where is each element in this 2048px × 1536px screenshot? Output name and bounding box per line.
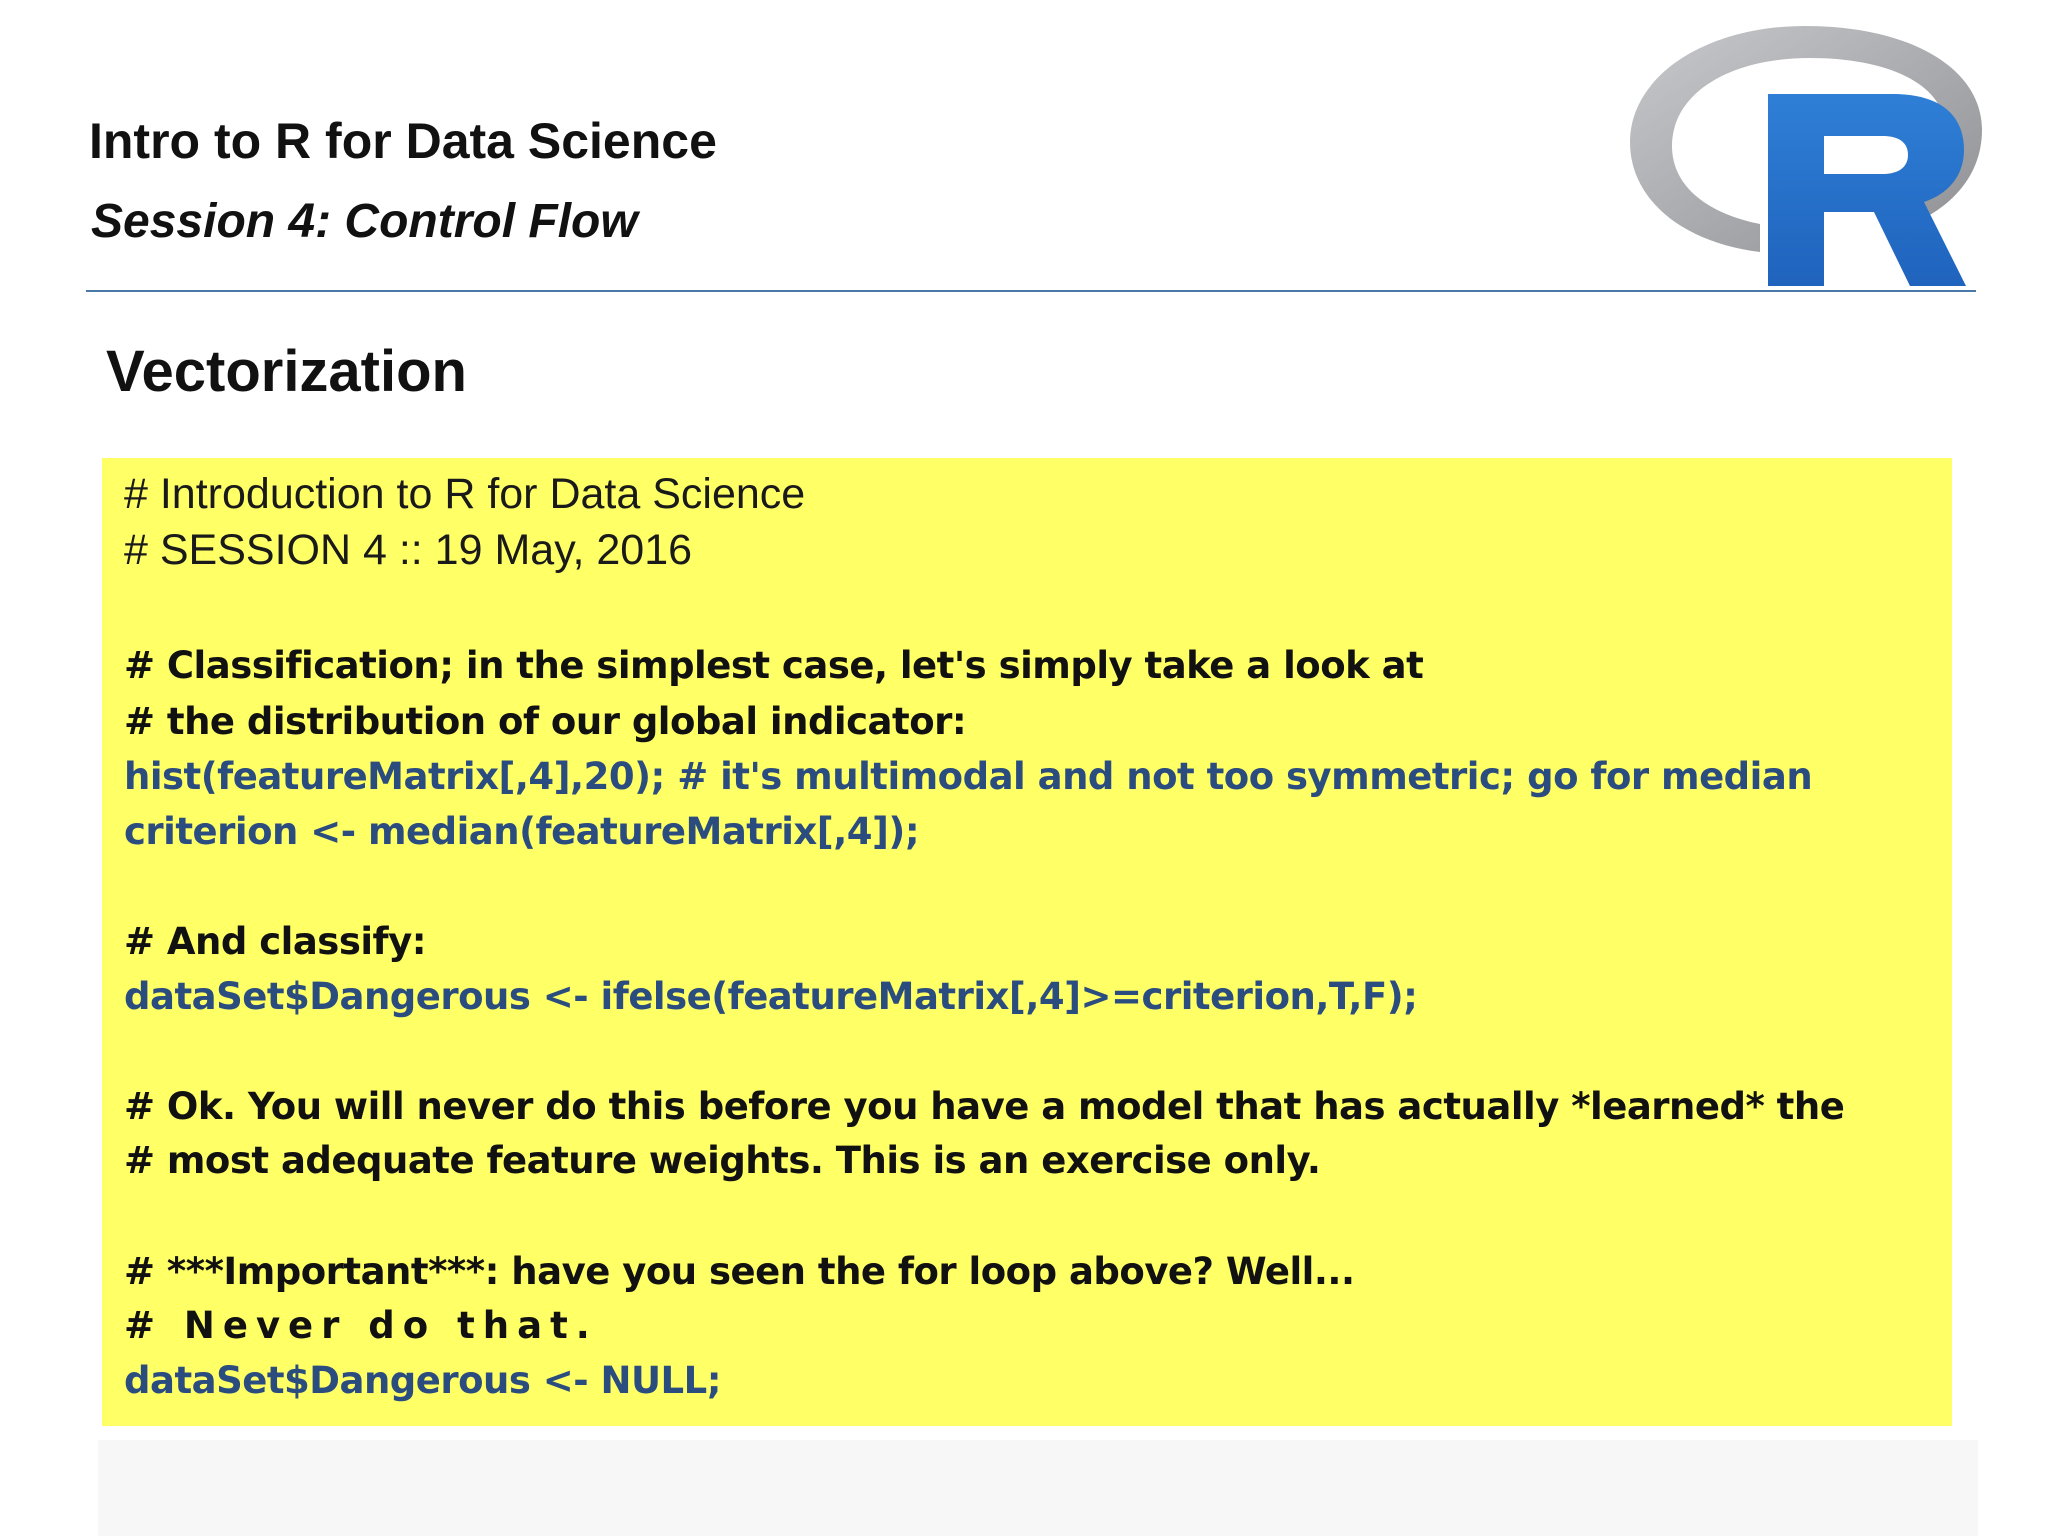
code-statement-line: dataSet$Dangerous <- ifelse(featureMatrix[,4]>=criterion,T,F); [124, 975, 1418, 1018]
code-comment-line: # Never do that. [124, 1304, 598, 1347]
r-logo [1610, 18, 2000, 293]
session-subtitle: Session 4: Control Flow [91, 195, 638, 248]
code-comment-line: # the distribution of our global indicator: [124, 700, 967, 743]
slide-footer-band [98, 1440, 1978, 1536]
code-comment-line: # ***Important***: have you seen the for loop above? Well... [124, 1250, 1355, 1293]
code-statement-line: dataSet$Dangerous <- NULL; [124, 1359, 721, 1402]
code-comment-line: # Ok. You will never do this before you have a model that has actually *learned* the [124, 1085, 1845, 1128]
code-comment-line: # And classify: [124, 920, 427, 963]
code-statement-line: criterion <- median(featureMatrix[,4]); [124, 810, 920, 853]
r-logo-graphic [1610, 18, 2000, 293]
code-block [102, 458, 1952, 1426]
code-statement-line: hist(featureMatrix[,4],20); # it's multimodal and not too symmetric; go for median [124, 755, 1813, 798]
code-comment-line: # most adequate feature weights. This is an exercise only. [124, 1139, 1321, 1182]
code-comment-line: # Introduction to R for Data Science [124, 470, 806, 518]
r-logo-letter [1768, 94, 1966, 286]
code-comment-line: # SESSION 4 :: 19 May, 2016 [124, 526, 693, 574]
presentation-title: Intro to R for Data Science [89, 113, 717, 169]
code-comment-line: # Classification; in the simplest case, let's simply take a look at [124, 644, 1424, 687]
section-heading: Vectorization [106, 339, 467, 404]
